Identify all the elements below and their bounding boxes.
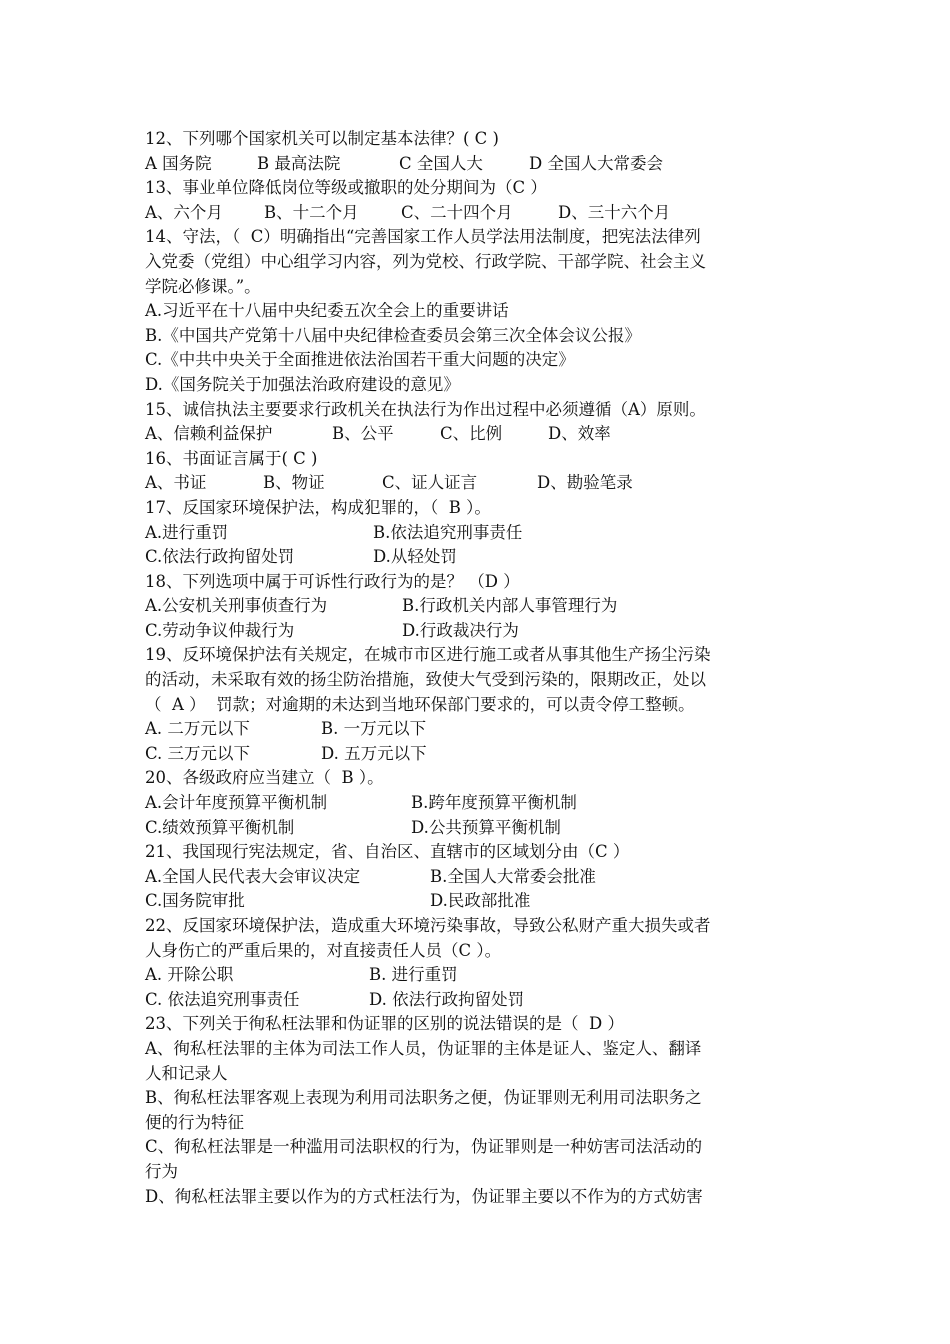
option-b: B.跨年度预算平衡机制: [411, 793, 577, 813]
option-b: B 最高法院: [257, 153, 341, 173]
option-a: A.全国人民代表大会审议决定: [145, 866, 361, 886]
option-c: C.《中共中央关于全面推进依法治国若干重大问题的决定》: [145, 350, 575, 370]
question-22-options-2: [145, 988, 810, 1013]
option-c-line-2: 行为: [145, 1161, 178, 1181]
option-d: D.从轻处罚: [373, 547, 457, 567]
option-d: D、三十六个月: [558, 202, 671, 222]
question-17-options-2: [145, 545, 810, 570]
option-b: B. 进行重罚: [369, 965, 458, 985]
option-d: D.行政裁决行为: [402, 620, 519, 640]
question-16: 16、书面证言属于( C ): [145, 448, 318, 468]
question-12: 12、下列哪个国家机关可以制定基本法律？( C ): [145, 129, 499, 148]
question-19-options-1: [145, 717, 810, 742]
option-a: A. 二万元以下: [145, 719, 250, 739]
question-15-options: [145, 422, 810, 447]
option-c: C.劳动争议仲裁行为: [145, 620, 295, 640]
option-d: D、勘验笔录: [537, 473, 633, 493]
option-a: A. 开除公职: [145, 965, 234, 985]
option-c: C.依法行政拘留处罚: [145, 547, 295, 567]
option-a: A、六个月: [145, 202, 223, 222]
question-20-options-1: [145, 791, 810, 816]
question-22-line-2: 人身伤亡的严重后果的，对直接责任人员（C ）。: [145, 940, 502, 960]
option-b: B.全国人大常委会批准: [430, 866, 596, 886]
question-20-options-2: [145, 816, 810, 841]
option-b-line-1: B、徇私枉法罪客观上表现为利用司法职务之便，伪证罪则无利用司法职务之: [145, 1088, 702, 1108]
option-c: C.绩效预算平衡机制: [145, 817, 295, 837]
question-18: 18、下列选项中属于可诉性行政行为的是？ （D ）: [145, 571, 520, 591]
question-15: 15、诚信执法主要要求行政机关在执法行为作出过程中必须遵循（A）原则。: [145, 399, 706, 419]
option-a: A、书证: [145, 473, 207, 493]
question-22-line-1: 22、反国家环境保护法，造成重大环境污染事故，导致公私财产重大损失或者: [145, 916, 711, 935]
question-21-options-1: [145, 865, 810, 890]
option-c: C. 三万元以下: [145, 743, 251, 763]
question-21-options-2: [145, 889, 810, 914]
option-b: B.依法追究刑事责任: [373, 522, 523, 542]
question-13-options: [145, 201, 810, 226]
option-a: A.会计年度预算平衡机制: [145, 793, 328, 813]
option-b: B、物证: [263, 473, 325, 493]
question-14-line-2: 入党委（党组）中心组学习内容，列为党校、行政学院、干部学院、社会主义: [145, 251, 706, 271]
option-b: B、十二个月: [264, 202, 359, 222]
question-23: 23、下列关于徇私枉法罪和伪证罪的区别的说法错误的是（ D ）: [145, 1014, 624, 1034]
option-b: B. 一万元以下: [321, 719, 427, 739]
option-c: C 全国人大: [399, 153, 483, 173]
question-19-line-2: 的活动，未采取有效的扬尘防治措施，致使大气受到污染的，限期改正，处以: [145, 670, 706, 690]
option-d: D. 五万元以下: [321, 743, 427, 763]
option-c: C、证人证言: [382, 473, 478, 493]
option-c: C.国务院审批: [145, 891, 245, 911]
option-b: B.《中国共产党第十八届中央纪律检查委员会第三次全体会议公报》: [145, 325, 641, 345]
document-page: [145, 127, 810, 1209]
question-19-options-2: [145, 742, 810, 767]
question-17: 17、反国家环境保护法，构成犯罪的，（ B ）。: [145, 497, 491, 517]
question-13: 13、事业单位降低岗位等级或撤职的处分期间为（C ）: [145, 178, 547, 198]
question-19-line-3: （ A ） 罚款；对逾期的未达到当地环保部门要求的，可以责令停工整顿。: [145, 694, 695, 714]
option-a-line-2: 人和记录人: [145, 1063, 228, 1083]
option-d: D.《国务院关于加强法治政府建设的意见》: [145, 374, 460, 394]
option-c: C、二十四个月: [401, 202, 513, 222]
option-d: D.公共预算平衡机制: [411, 817, 561, 837]
question-18-options-2: [145, 619, 810, 644]
option-a: A.公安机关刑事侦查行为: [145, 596, 328, 616]
option-a: A.进行重罚: [145, 522, 229, 542]
question-12-options: [145, 152, 810, 177]
option-d: D. 依法行政拘留处罚: [369, 989, 525, 1009]
option-d: D 全国人大常委会: [529, 153, 663, 173]
option-a: A、信赖利益保护: [145, 424, 273, 444]
option-c-line-1: C、徇私枉法罪是一种滥用司法职权的行为，伪证罪则是一种妨害司法活动的: [145, 1137, 703, 1157]
option-c: C、比例: [440, 424, 503, 444]
question-17-options-1: [145, 521, 810, 546]
option-a: A.习近平在十八届中央纪委五次全会上的重要讲话: [145, 301, 509, 321]
question-18-options-1: [145, 594, 810, 619]
question-20: 20、各级政府应当建立（ B ）。: [145, 768, 384, 788]
option-a-line-1: A、徇私枉法罪的主体为司法工作人员，伪证罪的主体是证人、鉴定人、翻译: [145, 1038, 702, 1058]
option-b-line-2: 便的行为特征: [145, 1112, 244, 1132]
question-14-line-1: 14、守法，（ C）明确指出“完善国家工作人员学法用法制度，把宪法法律列: [145, 227, 701, 247]
question-14-line-3: 学院必修课。”。: [145, 276, 261, 296]
question-16-options: [145, 471, 810, 496]
option-d: D、效率: [548, 424, 611, 444]
option-a: A 国务院: [145, 153, 212, 173]
question-21: 21、我国现行宪法规定，省、自治区、直辖市的区域划分由（C ）: [145, 842, 630, 862]
question-19-line-1: 19、反环境保护法有关规定，在城市市区进行施工或者从事其他生产扬尘污染: [145, 645, 711, 665]
question-22-options-1: [145, 963, 810, 988]
option-b: B、公平: [332, 424, 394, 444]
option-d: D.民政部批准: [430, 891, 531, 911]
option-d-line-1: D、徇私枉法罪主要以作为的方式枉法行为，伪证罪主要以不作为的方式妨害: [145, 1186, 703, 1206]
option-b: B.行政机关内部人事管理行为: [402, 596, 618, 616]
option-c: C. 依法追究刑事责任: [145, 989, 300, 1009]
